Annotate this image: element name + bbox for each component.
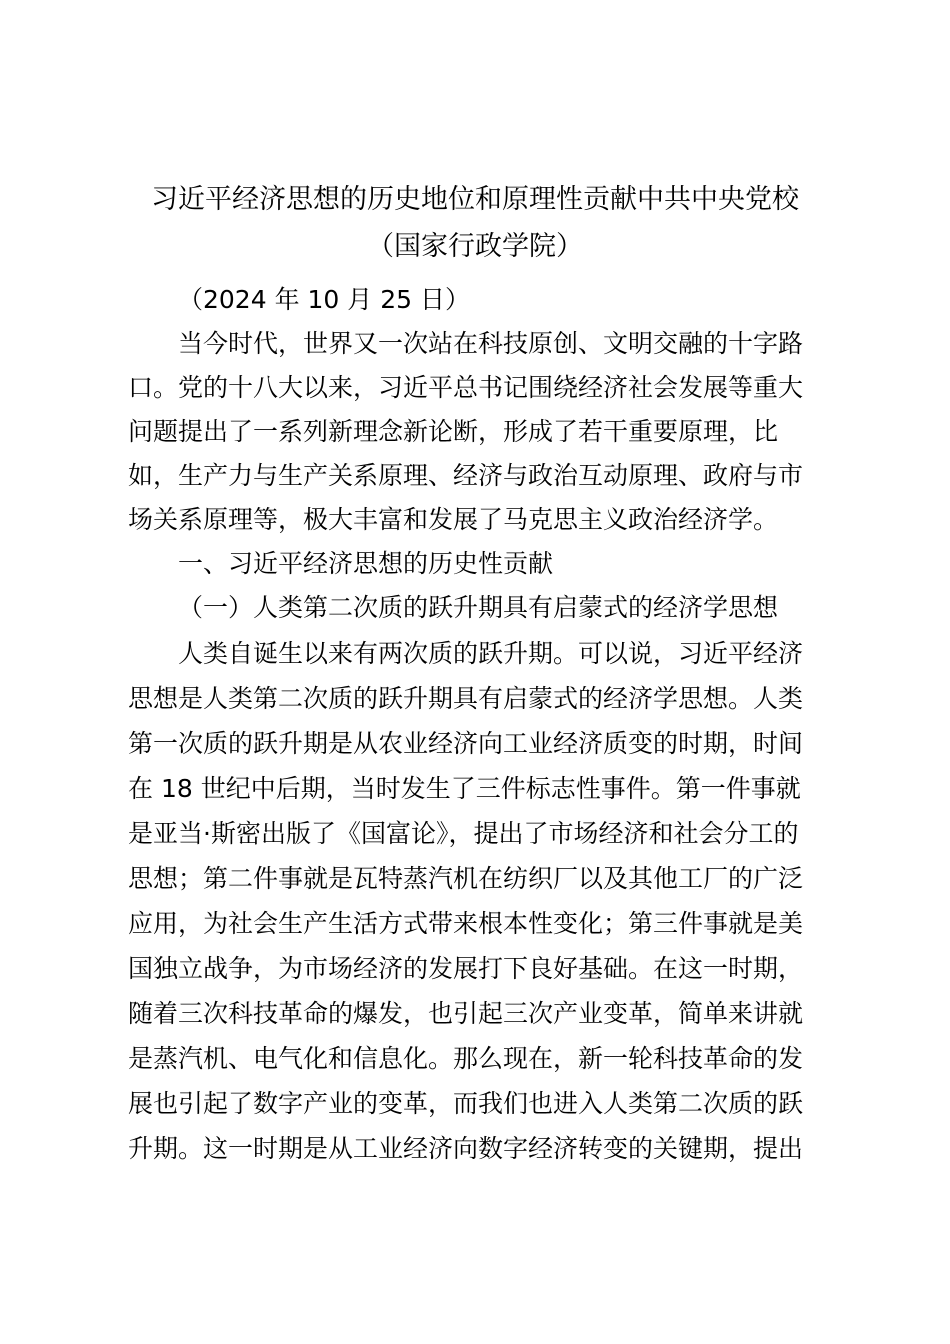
paragraph-line: 在 18 世纪中后期，当时发生了三件标志性事件。第一件事就 [128, 774, 801, 803]
paragraph-line: 展也引起了数字产业的变革，而我们也进入人类第二次质的跃 [128, 1089, 804, 1118]
paragraph-line: 国独立战争，为市场经济的发展打下良好基础。在这一时期， [128, 954, 804, 983]
paragraph-line: 当今时代，世界又一次站在科技原创、文明交融的十字路 [178, 329, 804, 358]
subsection-heading: （一）人类第二次质的跃升期具有启蒙式的经济学思想 [178, 593, 779, 622]
paragraph-line: 应用，为社会生产生活方式带来根本性变化；第三件事就是美 [128, 909, 804, 938]
section-heading: 一、习近平经济思想的历史性贡献 [178, 549, 554, 578]
document-title-line-1: 习近平经济思想的历史地位和原理性贡献中共中央党校 [151, 184, 799, 215]
paragraph-line: 随着三次科技革命的爆发，也引起三次产业变革，简单来讲就 [128, 999, 804, 1028]
paragraph-line: 人类自诞生以来有两次质的跃升期。可以说，习近平经济 [178, 639, 804, 668]
paragraph-line: 是亚当·斯密出版了《国富论》，提出了市场经济和社会分工的 [128, 819, 799, 848]
paragraph-line: 思想是人类第二次质的跃升期具有启蒙式的经济学思想。人类 [128, 684, 804, 713]
paragraph-line: 场关系原理等，极大丰富和发展了马克思主义政治经济学。 [128, 505, 779, 534]
paragraph-line: 如，生产力与生产关系原理、经济与政治互动原理、政府与市 [128, 461, 804, 490]
paragraph-line: 是蒸汽机、电气化和信息化。那么现在，新一轮科技革命的发 [128, 1044, 804, 1073]
document-title-line-2: （国家行政学院） [367, 231, 583, 262]
document-date: （2024 年 10 月 25 日） [178, 285, 470, 314]
paragraph-line: 第一次质的跃升期是从农业经济向工业经济质变的时期，时间 [128, 729, 804, 758]
paragraph-line: 问题提出了一系列新理念新论断，形成了若干重要原理，比 [128, 417, 779, 446]
paragraph-line: 升期。这一时期是从工业经济向数字经济转变的关键期，提出 [128, 1134, 804, 1163]
paragraph-line: 思想；第二件事就是瓦特蒸汽机在纺织厂以及其他工厂的广泛 [128, 864, 804, 893]
paragraph-line: 口。党的十八大以来，习近平总书记围绕经济社会发展等重大 [128, 373, 804, 402]
